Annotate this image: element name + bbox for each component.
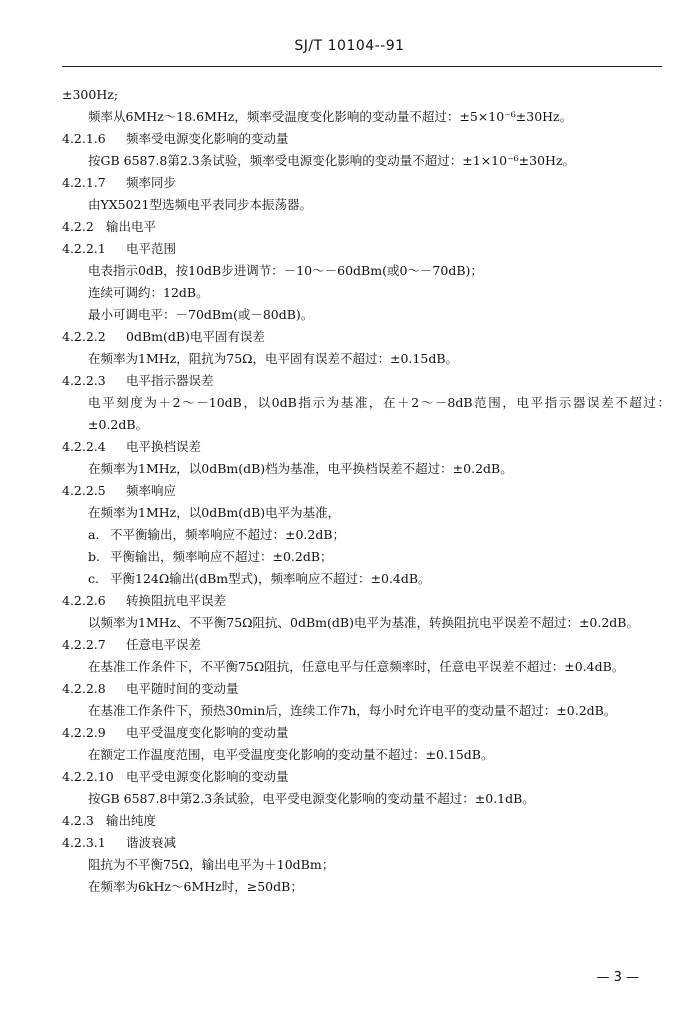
list-marker: b. xyxy=(88,549,100,564)
section-title: 电平指示器误差 xyxy=(126,373,214,388)
paragraph-line: 按GB 6587.8第2.3条试验，频率受电源变化影响的变动量不超过：±1×10⁻⁶±30Hz。 xyxy=(88,153,576,168)
section-heading xyxy=(62,480,670,502)
section-number: 4.2.2.1 xyxy=(62,241,106,256)
section-heading xyxy=(62,590,670,612)
section-number: 4.2.2.3 xyxy=(62,373,106,388)
standard-code-header: SJ/T 10104--91 xyxy=(294,38,405,54)
section-title: 谐波衰减 xyxy=(126,835,177,850)
paragraph-line: 在基准工作条件下，不平衡75Ω阻抗，任意电平与任意频率时，任意电平误差不超过：±0.4dB。 xyxy=(88,659,625,674)
section-title: 电平受温度变化影响的变动量 xyxy=(126,725,289,740)
section-heading xyxy=(62,216,670,238)
section-number: 4.2.2 xyxy=(62,219,94,234)
paragraph-line: 在频率为1MHz，阻抗为75Ω，电平固有误差不超过：±0.15dB。 xyxy=(88,351,459,366)
paragraph-line: 按GB 6587.8中第2.3条试验，电平受电源变化影响的变动量不超过：±0.1dB。 xyxy=(88,791,535,806)
section-title: 输出纯度 xyxy=(106,813,157,828)
list-item-text: 平衡输出，频率响应不超过：±0.2dB； xyxy=(110,549,333,564)
section-heading xyxy=(62,238,670,260)
section-title: 电平受电源变化影响的变动量 xyxy=(126,769,289,784)
header-rule xyxy=(62,66,662,67)
paragraph-line: 在频率为1MHz，以0dBm(dB)电平为基准， xyxy=(88,505,341,520)
paragraph-line: 在频率为6kHz～6MHz时，≥50dB； xyxy=(88,879,303,894)
section-heading xyxy=(62,172,670,194)
paragraph-line: 电表指示0dB，按10dB步进调节：－10～－60dBm(或0～－70dB)； xyxy=(88,263,483,278)
section-title: 电平换档误差 xyxy=(126,439,202,454)
section-heading xyxy=(62,634,670,656)
paragraph-line: 以频率为1MHz、不平衡75Ω阻抗、0dBm(dB)电平为基准，转换阻抗电平误差不超过：±0.2dB。 xyxy=(88,615,639,630)
paragraph-line: 由YX5021型选频电平表同步本振荡器。 xyxy=(88,197,312,212)
paragraph-line: 在基准工作条件下，预热30min后，连续工作7h，每小时允许电平的变动量不超过：±0.2dB。 xyxy=(88,703,617,718)
page-number: — 3 — xyxy=(596,970,639,985)
section-heading xyxy=(62,326,670,348)
section-number: 4.2.2.8 xyxy=(62,681,106,696)
section-heading xyxy=(62,722,670,744)
section-number: 4.2.2.7 xyxy=(62,637,106,652)
list-item xyxy=(62,568,670,590)
paragraph-line: 频率从6MHz～18.6MHz，频率受温度变化影响的变动量不超过：±5×10⁻⁶±30Hz。 xyxy=(88,109,573,124)
section-title: 频率响应 xyxy=(126,483,177,498)
section-heading xyxy=(62,766,670,788)
list-marker: c. xyxy=(88,571,99,586)
section-title: 输出电平 xyxy=(106,219,157,234)
paragraph-line: 电平刻度为＋2～－10dB，以0dB指示为基准，在＋2～－8dB范围，电平指示器误差不超过：±0.2dB。 xyxy=(88,395,670,432)
section-title: 转换阻抗电平误差 xyxy=(126,593,227,608)
paragraph-line: 在额定工作温度范围，电平受温度变化影响的变动量不超过：±0.15dB。 xyxy=(88,747,494,762)
section-title: 电平范围 xyxy=(126,241,177,256)
paragraph-line: 连续可调约：12dB。 xyxy=(88,285,209,300)
paragraph-line: 在频率为1MHz，以0dBm(dB)档为基准，电平换档误差不超过：±0.2dB。 xyxy=(88,461,513,476)
section-title: 电平随时间的变动量 xyxy=(126,681,239,696)
section-title: 任意电平误差 xyxy=(126,637,202,652)
list-marker: a. xyxy=(88,527,100,542)
section-number: 4.2.2.9 xyxy=(62,725,106,740)
list-item-text: 平衡124Ω输出(dBm型式)，频率响应不超过：±0.4dB。 xyxy=(110,571,431,586)
section-heading xyxy=(62,832,670,854)
section-number: 4.2.2.2 xyxy=(62,329,106,344)
section-number: 4.2.2.5 xyxy=(62,483,106,498)
section-number: 4.2.3.1 xyxy=(62,835,106,850)
section-number: 4.2.1.7 xyxy=(62,175,106,190)
section-title: 频率同步 xyxy=(126,175,177,190)
list-item-text: 不平衡输出，频率响应不超过：±0.2dB； xyxy=(110,527,346,542)
list-item xyxy=(62,546,670,568)
section-number: 4.2.3 xyxy=(62,813,94,828)
list-item xyxy=(62,524,670,546)
section-heading xyxy=(62,128,670,150)
section-number: 4.2.1.6 xyxy=(62,131,106,146)
section-title: 频率受电源变化影响的变动量 xyxy=(126,131,289,146)
section-number: 4.2.2.10 xyxy=(62,769,114,784)
section-number: 4.2.2.4 xyxy=(62,439,106,454)
paragraph-line: ±300Hz; xyxy=(62,87,119,102)
section-heading xyxy=(62,436,670,458)
section-number: 4.2.2.6 xyxy=(62,593,106,608)
paragraph-line: 阻抗为不平衡75Ω，输出电平为＋10dBm； xyxy=(88,857,335,872)
section-heading xyxy=(62,810,670,832)
section-heading xyxy=(62,370,670,392)
paragraph-line: 最小可调电平：－70dBm(或－80dB)。 xyxy=(88,307,314,322)
section-title: 0dBm(dB)电平固有误差 xyxy=(126,329,265,344)
section-heading xyxy=(62,678,670,700)
document-body xyxy=(62,84,670,898)
